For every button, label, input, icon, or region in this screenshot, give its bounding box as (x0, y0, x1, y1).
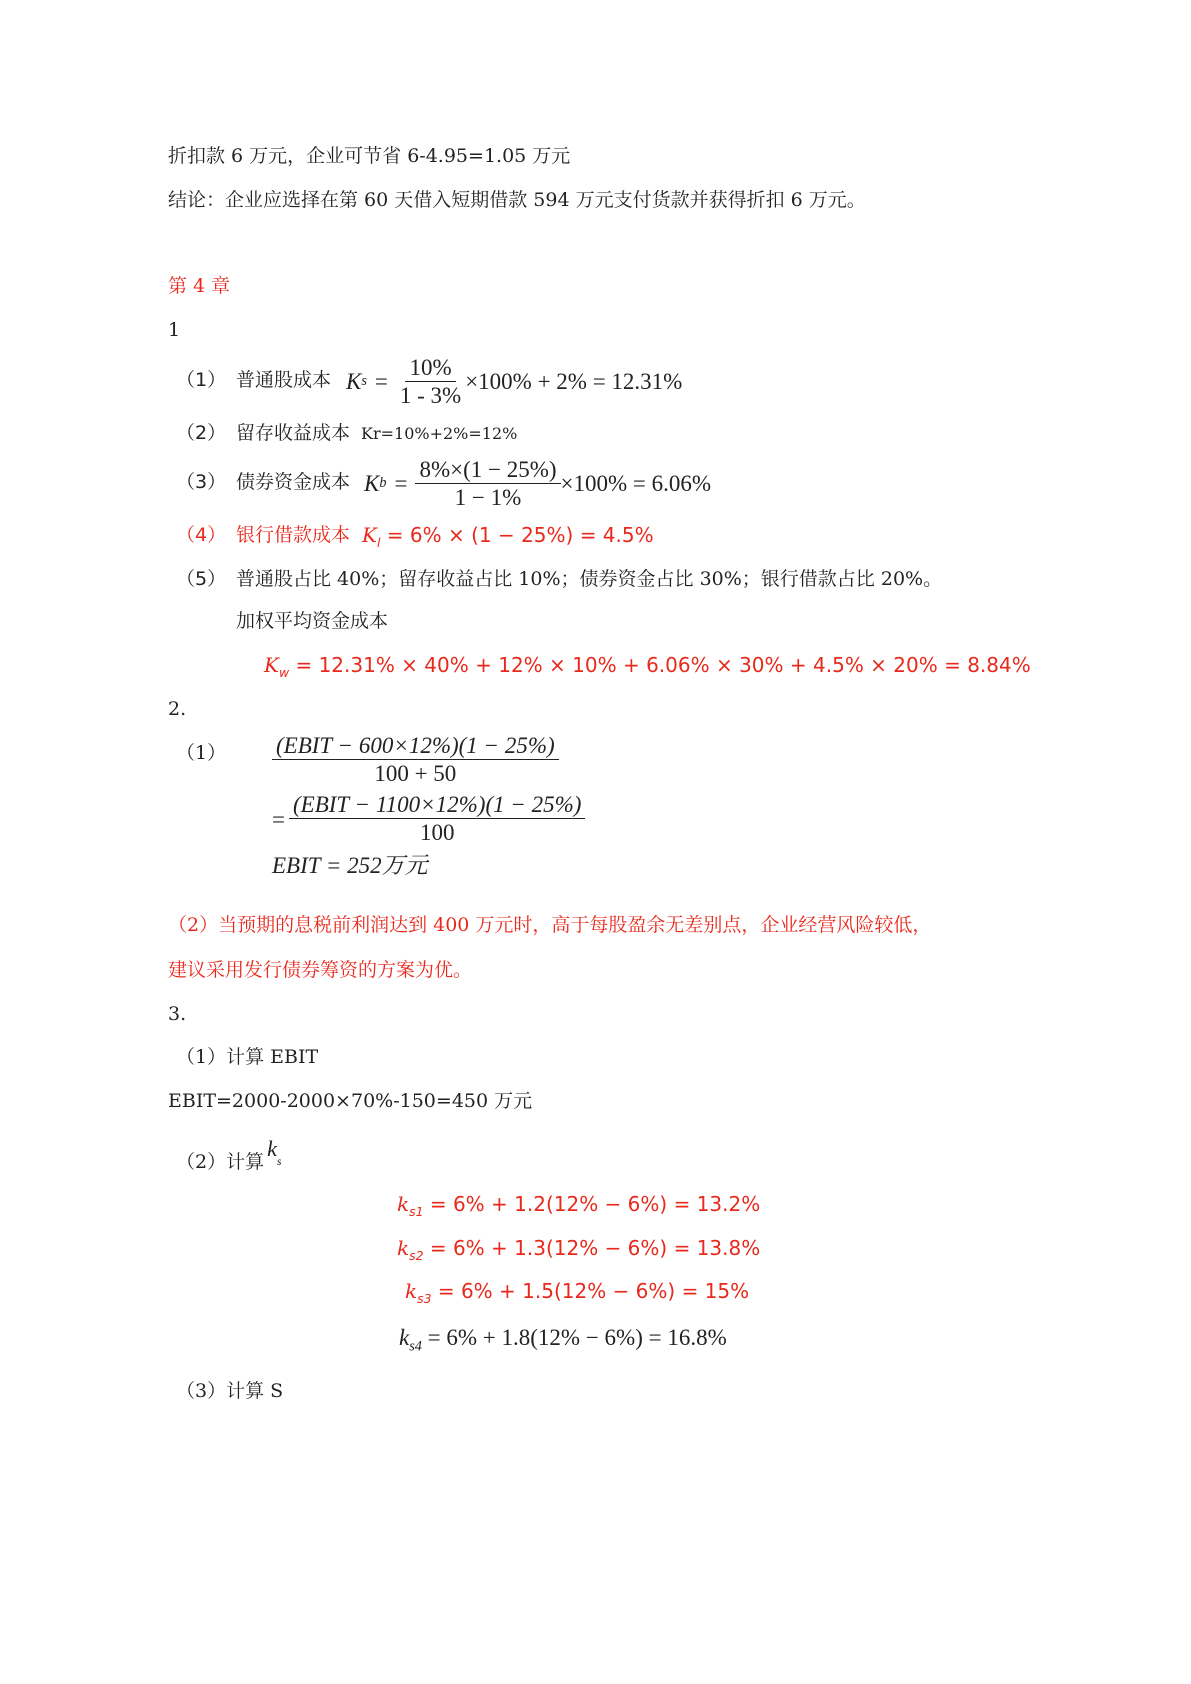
formula-var: K (362, 523, 377, 547)
formula-var: k (397, 1192, 410, 1216)
fraction (289, 793, 585, 844)
chapter-title: 第 4 章 (168, 275, 231, 297)
ebit-equation-left (272, 734, 559, 785)
fraction-numerator: (EBIT − 600×12%)(1 − 25%) (272, 734, 559, 760)
fraction-denominator: 100 (419, 820, 455, 845)
q1-item3-label: （3） (176, 471, 227, 493)
ks2-formula (397, 1238, 760, 1262)
equals-sign: = (272, 807, 285, 832)
common-stock-cost-formula (346, 356, 682, 407)
formula-sub: w (278, 665, 290, 680)
q1-item4-text: 银行借款成本 (236, 524, 351, 546)
formula-sub: s1 (409, 1204, 424, 1219)
ebit-equation-right (289, 793, 585, 844)
question-number-1: 1 (168, 319, 181, 341)
ks1-formula (397, 1194, 760, 1218)
ks3-formula (405, 1281, 749, 1305)
retained-earnings-formula: Kr=10%+2%=12% (361, 424, 518, 443)
equals-sign: = (394, 471, 408, 496)
question-number-3: 3. (168, 1003, 187, 1025)
q1-item5-text: 普通股占比 40%；留存收益占比 10%；债券资金占比 30%；银行借款占比 20%。 (236, 568, 943, 590)
formula-sub: s3 (417, 1291, 432, 1306)
q1-item3-text: 债券资金成本 (236, 471, 351, 493)
fraction-numerator: 10% (405, 356, 455, 382)
q3-item1-label: （1）计算 EBIT (176, 1046, 319, 1068)
q2-item2-line1: （2）当预期的息税前利润达到 400 万元时，高于每股盈余无差别点，企业经营风险较低， (168, 914, 932, 936)
label-text: （2）计算 (176, 1151, 265, 1173)
formula-var: K (264, 653, 279, 677)
fraction (396, 356, 465, 407)
weighted-average-formula (264, 655, 1031, 679)
bank-loan-cost-formula (362, 525, 654, 549)
bond-cost-formula (364, 458, 711, 509)
ebit-calculation-line: EBIT=2000-2000×70%-150=450 万元 (168, 1090, 533, 1112)
q2-item2-line2: 建议采用发行债券筹资的方案为优。 (168, 959, 473, 981)
equals-sign: = (374, 369, 388, 394)
formula-var: k (405, 1279, 418, 1303)
q2-item1-label: （1） (176, 742, 227, 764)
formula-sub: s (276, 1154, 282, 1168)
formula-sub: s4 (409, 1338, 422, 1355)
formula-rest: ×100% + 2% = 12.31% (465, 369, 683, 394)
ks4-formula (399, 1326, 727, 1354)
q3-item3-label: （3）计算 S (176, 1380, 284, 1402)
formula-var: k (397, 1236, 410, 1260)
q3-item2-label (176, 1136, 282, 1176)
ebit-result: EBIT = 252万元 (272, 853, 428, 878)
formula-rest: ×100% = 6.06% (560, 471, 712, 496)
q1-item2-label: （2） (176, 422, 227, 444)
formula-rest: = 6% × (1 − 25%) = 4.5% (386, 523, 654, 547)
fraction-numerator: (EBIT − 1100×12%)(1 − 25%) (289, 793, 585, 819)
formula-sub: s2 (409, 1248, 424, 1263)
formula-sub: s (361, 373, 367, 390)
formula-rest: = 6% + 1.5(12% − 6%) = 15% (437, 1279, 750, 1303)
conclusion-line: 结论：企业应选择在第 60 天借入短期借款 594 万元支付货款并获得折扣 6 万元。 (168, 189, 866, 211)
fraction (415, 458, 560, 509)
formula-var: K (346, 369, 362, 394)
formula-sub: b (379, 475, 387, 492)
fraction (272, 734, 559, 785)
formula-rest: = 6% + 1.8(12% − 6%) = 16.8% (427, 1325, 727, 1350)
formula-rest: = 6% + 1.2(12% − 6%) = 13.2% (429, 1192, 761, 1216)
fraction-denominator: 1 − 1% (454, 485, 522, 510)
formula-var: k (399, 1325, 410, 1350)
fraction-numerator: 8%×(1 − 25%) (415, 458, 560, 484)
q1-item4-label: （4） (176, 524, 227, 546)
discount-line: 折扣款 6 万元，企业可节省 6-4.95=1.05 万元 (168, 145, 571, 167)
formula-var: K (364, 471, 380, 496)
q1-item1-text: 普通股成本 (236, 369, 332, 391)
fraction-denominator: 1 - 3% (399, 383, 462, 408)
formula-var: k (267, 1136, 277, 1161)
weighted-average-label: 加权平均资金成本 (236, 610, 389, 632)
q1-item5-label: （5） (176, 568, 227, 590)
question-number-2: 2. (168, 698, 187, 720)
formula-sub: l (376, 535, 381, 550)
fraction-denominator: 100 + 50 (374, 761, 457, 786)
formula-rest: = 6% + 1.3(12% − 6%) = 13.8% (429, 1236, 761, 1260)
q1-item2-text: 留存收益成本 (236, 422, 351, 444)
formula-rest: = 12.31% × 40% + 12% × 10% + 6.06% × 30% + 4.5% × 20% = 8.84% (295, 653, 1031, 677)
q1-item1-label: （1） (176, 369, 227, 391)
